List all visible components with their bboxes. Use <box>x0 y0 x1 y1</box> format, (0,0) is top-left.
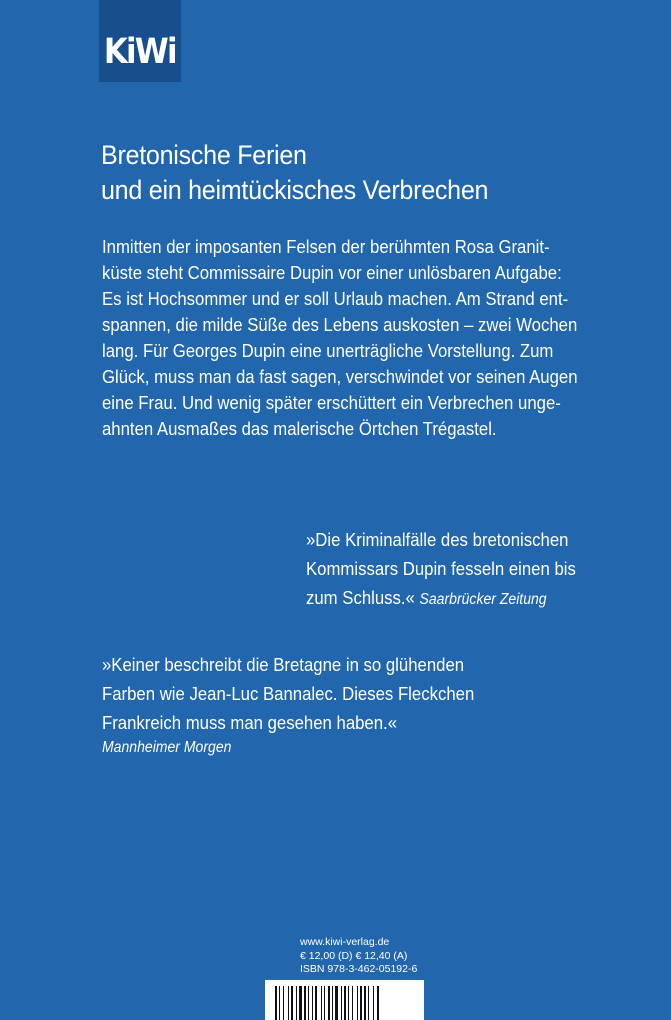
barcode-bar <box>373 986 374 1020</box>
barcode-bar <box>360 986 362 1020</box>
barcode-bar <box>308 986 309 1020</box>
barcode-bar <box>341 986 342 1020</box>
quote-line: »Keiner beschreibt die Bretagne in so glühenden <box>102 654 465 675</box>
barcode-bar <box>332 986 333 1020</box>
headline-line-2: und ein heimtückisches Verbrechen <box>101 175 489 205</box>
barcode-bar <box>328 986 330 1020</box>
kiwi-logo <box>99 0 181 82</box>
blurb-line: Glück, muss man da fast sagen, verschwindet vor seinen Augen <box>102 366 578 387</box>
barcode-bar <box>344 986 346 1020</box>
barcode-bar <box>312 986 313 1020</box>
barcode-bar <box>364 986 366 1020</box>
barcode-bar <box>321 986 322 1020</box>
quote-line: Farben wie Jean-Luc Bannalec. Dieses Fleckchen <box>102 683 475 704</box>
price-info: € 12,00 (D) € 12,40 (A) <box>300 949 408 962</box>
blurb-line: Inmitten der imposanten Felsen der berühmten Rosa Granit- <box>102 236 550 257</box>
publisher-website: www.kiwi-verlag.de <box>300 936 390 948</box>
barcode-bar <box>299 986 302 1020</box>
quote-source: Mannheimer Morgen <box>102 739 232 756</box>
quote-line: »Die Kriminalfälle des bretonischen <box>306 529 569 550</box>
barcode-bar <box>279 986 280 1020</box>
kiwi-logo-text: KiWi <box>104 32 176 72</box>
quote-source: Saarbrücker Zeitung <box>419 591 547 608</box>
barcode-bar <box>288 986 289 1020</box>
barcode-bar <box>335 986 338 1020</box>
blurb-line: küste steht Commissaire Dupin vor einer unlösbaren Aufgabe: <box>102 262 562 283</box>
barcode-bar <box>275 986 277 1020</box>
barcode-bar <box>352 986 353 1020</box>
barcode-bar <box>304 986 306 1020</box>
barcode-bar <box>368 986 369 1020</box>
barcode-bar <box>324 986 325 1020</box>
barcode-bar <box>377 986 379 1020</box>
barcode-bar <box>283 986 284 1020</box>
quote-line: zum Schluss.« <box>306 587 415 608</box>
isbn: ISBN 978-3-462-05192-6 <box>300 963 418 975</box>
review-quote-saarbruecker <box>306 525 576 614</box>
review-quote-mannheimer <box>102 650 474 759</box>
blurb-line: lang. Für Georges Dupin eine unerträgliche Vorstellung. Zum <box>102 340 554 361</box>
imprint <box>300 936 417 977</box>
quote-line: Frankreich muss man gesehen haben.« <box>102 712 398 733</box>
barcode-bar <box>291 986 293 1020</box>
blurb-text <box>102 234 578 442</box>
headline-line-1: Bretonische Ferien <box>101 140 307 170</box>
barcode-bar <box>315 986 317 1020</box>
blurb-line: eine Frau. Und wenig später erschüttert ein Verbrechen unge- <box>102 392 561 413</box>
blurb-line: ahnten Ausmaßes das malerische Örtchen Trégastel. <box>102 418 497 439</box>
barcode-bar <box>348 986 349 1020</box>
quote-line: Kommissars Dupin fesseln einen bis <box>306 558 576 579</box>
barcode <box>265 980 424 1020</box>
blurb-line: Es ist Hochsommer und er soll Urlaub machen. Am Strand ent- <box>102 288 569 309</box>
blurb-line: spannen, die milde Süße des Lebens auskosten – zwei Wochen <box>102 314 578 335</box>
barcode-bar <box>296 986 297 1020</box>
quote-last-line <box>306 583 576 614</box>
barcode-graphic <box>265 980 424 1020</box>
headline <box>101 138 488 208</box>
barcode-bar <box>357 986 358 1020</box>
